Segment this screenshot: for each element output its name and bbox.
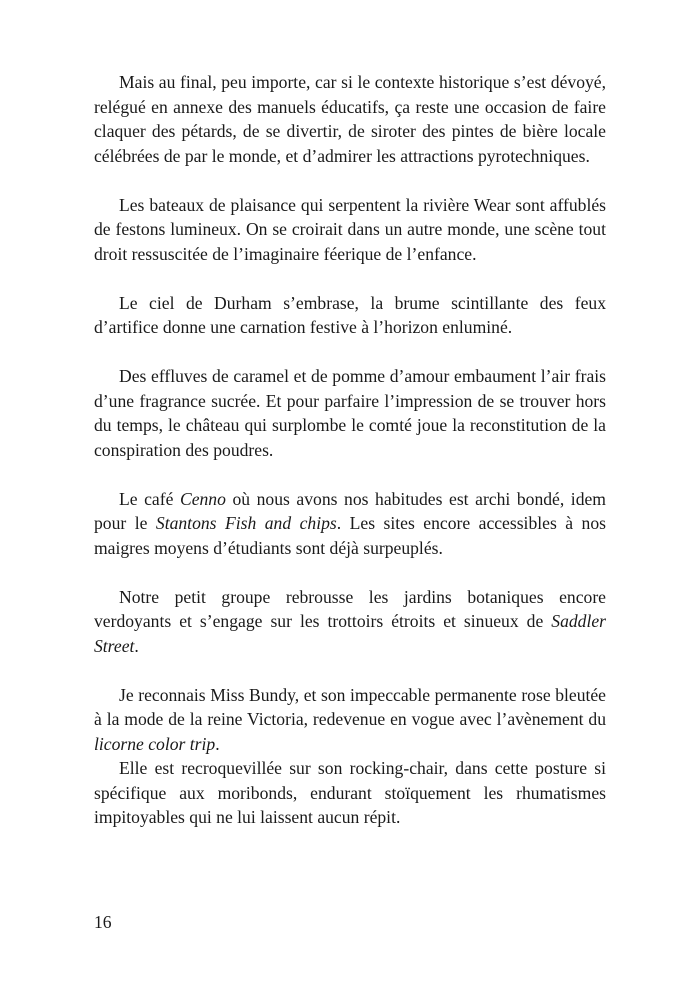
paragraph-4-run-1: Des effluves de caramel et de pomme d’amour embaument l’air frais d’une fragrance sucrée. Et pour parfaire l’impression de se trouver hors du temps, le château qui surplombe le comté joue la reconstitution de la conspiration des poudres. [94,366,606,460]
paragraph-5-run-1: Le café [119,488,180,509]
page-body [94,70,606,854]
paragraph-8-run-1: Elle est recroquevillée sur son rocking-chair, dans cette posture si spécifique aux moribonds, endurant stoïquement les rhumatismes impitoyables qui ne lui laissent aucun répit. [94,758,606,827]
paragraph-4 [94,364,606,462]
paragraph-5-run-3: où nous avons nos habitudes est archi bondé, idem pour le [94,488,606,533]
paragraph-5-run-5: . Les sites encore accessibles à nos maigres moyens d’étudiants sont déjà surpeuplés. [94,513,606,558]
paragraph-7 [94,683,606,757]
paragraph-8 [94,756,606,830]
paragraph-6 [94,585,606,659]
paragraph-6-run-2-italic: Saddler Street [94,611,606,656]
page-number: 16 [94,912,112,932]
paragraph-5 [94,487,606,561]
paragraph-2 [94,193,606,267]
paragraph-5-run-4-italic: Stantons Fish and chips [155,513,337,533]
paragraph-7-run-2-italic: licorne color trip [94,733,216,754]
paragraph-3 [94,291,606,340]
paragraph-5-run-2-italic: Cenno [179,488,226,509]
paragraph-7-run-3: . [215,733,220,754]
paragraph-1 [94,70,606,168]
paragraph-3-run-1: Le ciel de Durham s’embrase, la brume scintillante des feux d’artifice donne une carnation festive à l’horizon enluminé. [94,292,606,337]
paragraph-6-run-1: Notre petit groupe rebrousse les jardins botaniques encore verdoyants et s’engage sur les trottoirs étroits et sinueux de [94,586,606,631]
paragraph-7-run-1: Je reconnais Miss Bundy, et son impeccable permanente rose bleutée à la mode de la reine Victoria, redevenue en vogue avec l’avènement du [94,684,606,729]
paragraph-2-run-1: Les bateaux de plaisance qui serpentent la rivière Wear sont affublés de festons lumineux. On se croirait dans un autre monde, une scène tout droit ressuscitée de l’imaginaire féerique de l’enfance. [94,194,606,264]
paragraph-1-run-1: Mais au final, peu importe, car si le contexte historique s’est dévoyé, relégué en annexe des manuels éducatifs, ça reste une occasion de faire claquer des pétards, de se divertir, de siroter des pintes de bière locale célébrées de par le monde, et d’admirer les attractions pyrotechniques. [94,72,606,166]
paragraph-6-run-3: . [134,635,139,656]
